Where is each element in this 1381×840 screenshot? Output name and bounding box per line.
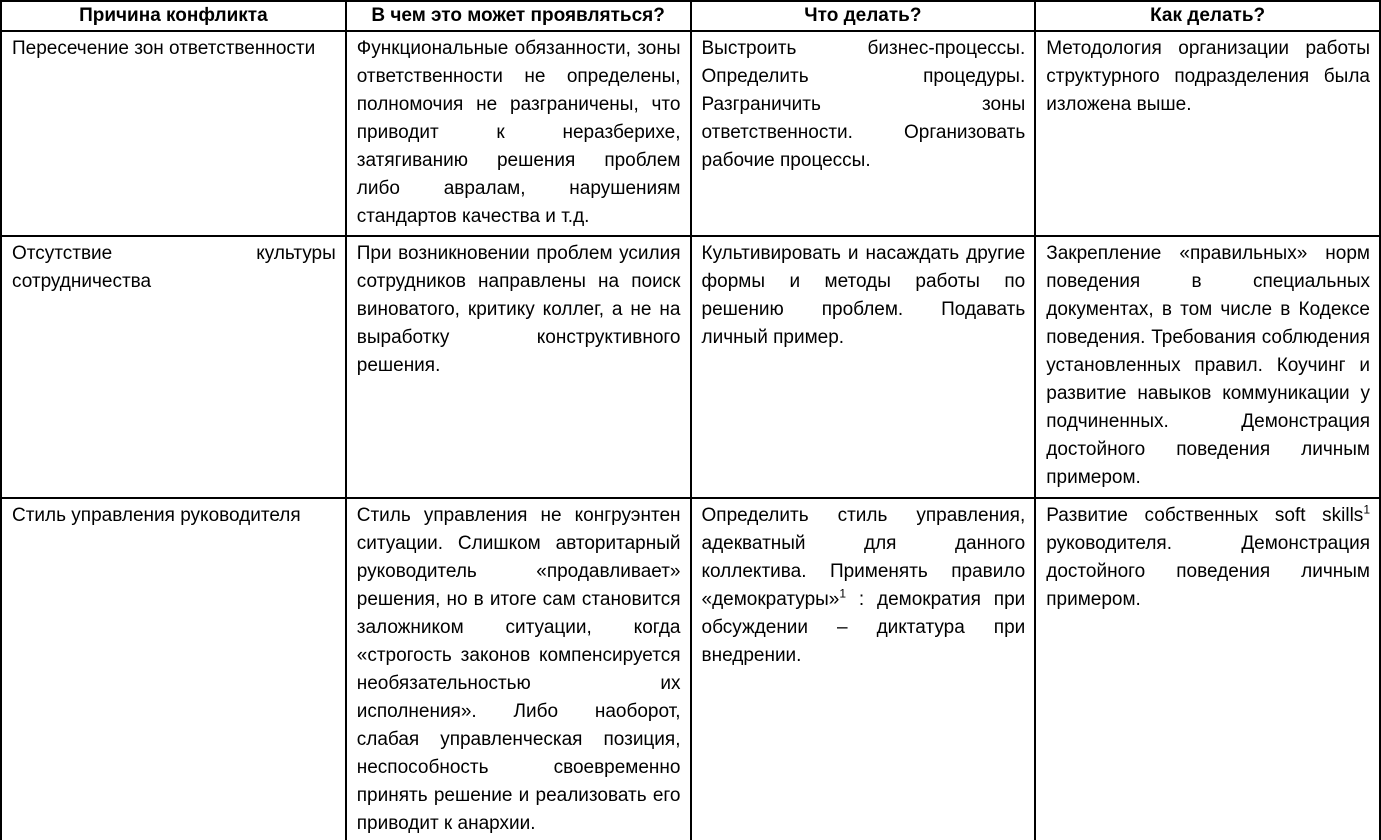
footnote-marker: 1 [1363,502,1370,517]
cell-what-to-do-2: Культивировать и насаждать другие формы и методы работы по решению проблем. Подавать личный пример. [691,236,1036,498]
cell-cause-3: Стиль управления руководителя [1,498,346,840]
column-header-how-to-do: Как делать? [1035,1,1380,31]
table-row-no-cooperation-culture [1,236,1380,498]
cell-cause-1: Пересечение зон ответственности [1,31,346,236]
column-header-cause: Причина конфликта [1,1,346,31]
column-header-manifestation: В чем это может проявляться? [346,1,691,31]
cell-text: руководителя. Демонстрация достойного поведения личным примером. [1046,533,1370,610]
cell-cause-2: Отсутствие культуры сотрудничества [1,236,346,498]
cell-how-to-do-2: Закрепление «правильных» норм поведения в специальных документах, в том числе в Кодексе поведения. Требования соблюдения установленных правил. Коучинг и развитие навыков коммуникации у подчиненных. Демонстрация достойного поведения личным примером. [1035,236,1380,498]
cell-what-to-do-1: Выстроить бизнес-процессы. Определить процедуры. Разграничить зоны ответственности. Организовать рабочие процессы. [691,31,1036,236]
footnote-marker: 1 [839,586,847,601]
cell-how-to-do-1: Методология организации работы структурного подразделения была изложена выше. [1035,31,1380,236]
table-row-management-style [1,498,1380,840]
cell-text: Развитие собственных soft skills [1046,505,1364,526]
cell-manifestation-3: Стиль управления не конгруэнтен ситуации. Слишком авторитарный руководитель «продавливает» решения, но в итоге сам становится заложником ситуации, когда «строгость законов компенсируется необязательностью их исполнения». Либо наоборот, слабая управленческая позиция, неспособность своевременно принять решение и реализовать его приводит к анархии. [346,498,691,840]
table-row-overlapping-responsibility [1,31,1380,236]
table-header-row [1,1,1380,31]
cell-text: : демократия при обсуждении – диктатура при внедрении. [701,589,1026,666]
cell-manifestation-2: При возникновении проблем усилия сотрудников направлены на поиск виноватого, критику коллег, а не на выработку конструктивного решения. [346,236,691,498]
cell-manifestation-1: Функциональные обязанности, зоны ответственности не определены, полномочия не разграничены, что приводит к неразберихе, затягиванию решения проблем либо авралам, нарушениям стандартов качества и т.д. [346,31,691,236]
cell-how-to-do-3 [1035,498,1380,840]
cell-text: Определить стиль управления, адекватный для данного коллектива. Применять правило «демократуры» [701,505,1026,610]
cell-what-to-do-3 [691,498,1036,840]
column-header-what-to-do: Что делать? [691,1,1036,31]
